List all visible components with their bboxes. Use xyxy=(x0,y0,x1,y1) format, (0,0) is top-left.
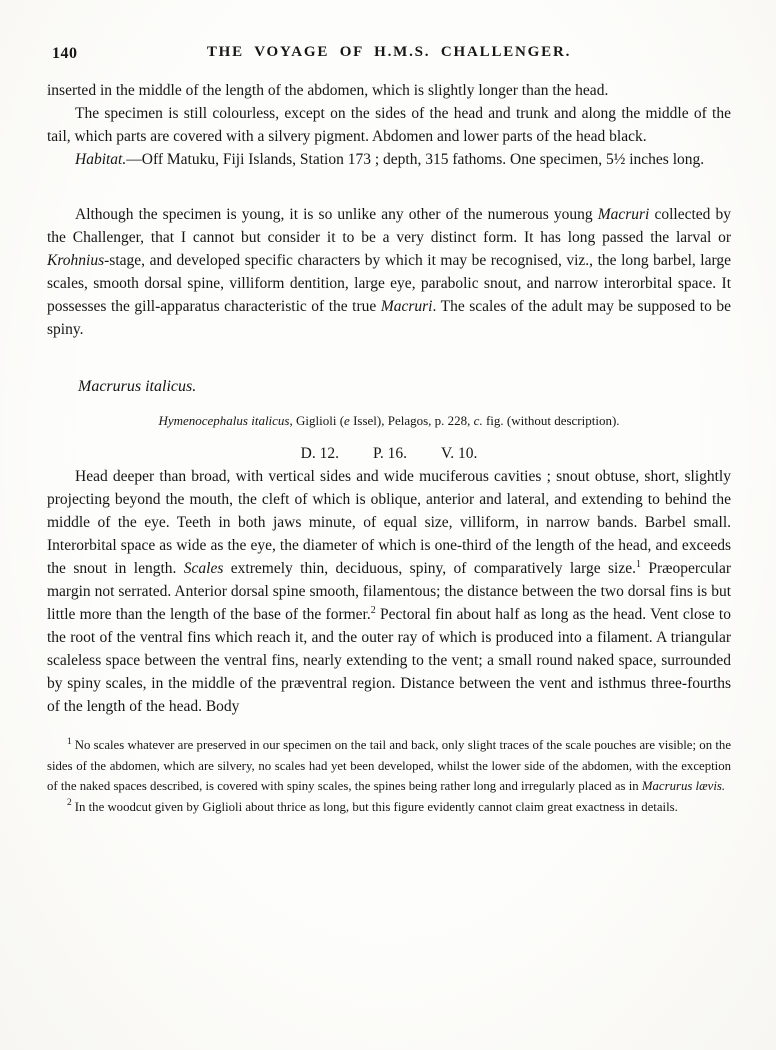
text-segment: —Off Matuku, Fiji Islands, Station 173 ; depth, 315 fathoms. One specimen, 5½ inches long. xyxy=(126,151,705,168)
text-segment: . The scales of the adult may be supposed to be spiny. xyxy=(47,298,731,338)
description-paragraph xyxy=(47,465,731,718)
italic-text: Habitat. xyxy=(75,151,127,168)
text-segment: collected by the Challenger, that I cannot but consider it to be a very distinct form. It has long passed the larval or xyxy=(47,206,731,246)
text-segment: No scales whatever are preserved in our specimen on the tail and back, only slight traces of the scale pouches are visible; on the sides of the abdomen, which are silvery, no scales had yet been developed, whilst the lower side of the abdomen, with the exception of the naked spaces described, is covered with spiny scales, the spines being rather long and irregularly placed as in xyxy=(47,738,731,793)
footnote xyxy=(47,797,731,818)
text-segment: fig. (without description). xyxy=(482,413,620,428)
fin-ray-formula xyxy=(47,442,731,465)
italic-text: Krohnius xyxy=(47,252,105,269)
text-segment: Pectoral fin about half as long as the head. Vent close to the root of the ventral fins which reach it, and the outer ray of which is produced into a filament. A triangular scaleless space between the ventral fins, nearly extending to the vent; a small round naked space, surrounded by spiny scales, in the middle of the præventral region. Distance between the vent and isthmus three-fourths of the length of the head. Body xyxy=(47,606,731,715)
footnote-marker: 1 xyxy=(67,736,72,747)
text-segment: Præopercular margin not serrated. Anterior dorsal spine smooth, filamentous; the distance between the two dorsal fins is but little more than the length of the base of the former. xyxy=(47,560,732,623)
footnote-marker: 2 xyxy=(67,798,72,809)
italic-text: Macruri xyxy=(380,298,433,315)
fin-count: P. 16. xyxy=(372,445,408,462)
text-blocks xyxy=(47,79,731,718)
italic-text: Macruri xyxy=(597,206,650,223)
italic-text: Macrurus lævis. xyxy=(641,779,726,793)
footnote-reference: 1 xyxy=(635,558,641,570)
text-segment: -stage, and developed specific characters by which it may be recognised, viz., the long barbel, large scales, smooth dorsal spine, villiform dentition, large eye, parabolic snout, and narrow interorbital space. It possesses the gill-apparatus characteristic of the true xyxy=(47,252,731,315)
text-segment: extremely thin, deciduous, spiny, of comparatively large size. xyxy=(223,560,636,577)
fin-count: V. 10. xyxy=(441,445,478,462)
running-title: THE VOYAGE OF H.M.S. CHALLENGER. xyxy=(206,44,572,60)
footnotes-section xyxy=(47,735,731,817)
text-segment: Head deeper than broad, with vertical sides and wide muciferous cavities ; snout obtuse, short, slightly projecting beyond the mouth, the cleft of which is oblique, anterior and lateral, and extending to behind the middle of the eye. Teeth in both jaws minute, of equal size, villiform, in narrow bands. Barbel small. Interorbital space as wide as the eye, the diameter of which is one-third of the length of the head, and exceeds the snout in length. xyxy=(47,468,731,577)
text-segment: Although the specimen is young, it is so unlike any other of the numerous young xyxy=(75,206,598,223)
italic-text: c. xyxy=(473,413,483,428)
text-segment: , Giglioli ( xyxy=(289,413,345,428)
text-segment: inserted in the middle of the length of the abdomen, which is slightly longer than the head. xyxy=(47,82,609,99)
footnote xyxy=(47,735,731,797)
colouration-paragraph xyxy=(47,102,731,148)
italic-text: Macrurus italicus. xyxy=(78,378,197,395)
synonymy-citation xyxy=(47,411,731,430)
text-segment: Issel), Pelagos, p. 228, xyxy=(349,413,474,428)
discussion-paragraph xyxy=(47,203,731,341)
text-segment: In the woodcut given by Giglioli about thrice as long, but this figure evidently cannot claim great exactness in details. xyxy=(74,799,678,814)
italic-text: e xyxy=(344,413,350,428)
footnote-reference: 2 xyxy=(370,604,376,616)
text-segment: The specimen is still colourless, except on the sides of the head and trunk and along the middle of the tail, which parts are covered with a silvery pigment. Abdomen and lower parts of the head black. xyxy=(47,105,731,145)
continuation-paragraph xyxy=(47,79,731,102)
habitat-paragraph xyxy=(47,148,731,171)
running-head xyxy=(47,44,731,66)
fin-count: D. 12. xyxy=(300,445,339,462)
species-heading xyxy=(47,375,731,398)
italic-text: Hymenocephalus italicus xyxy=(158,413,290,428)
page-number: 140 xyxy=(52,45,78,62)
italic-text: Scales xyxy=(183,560,224,577)
